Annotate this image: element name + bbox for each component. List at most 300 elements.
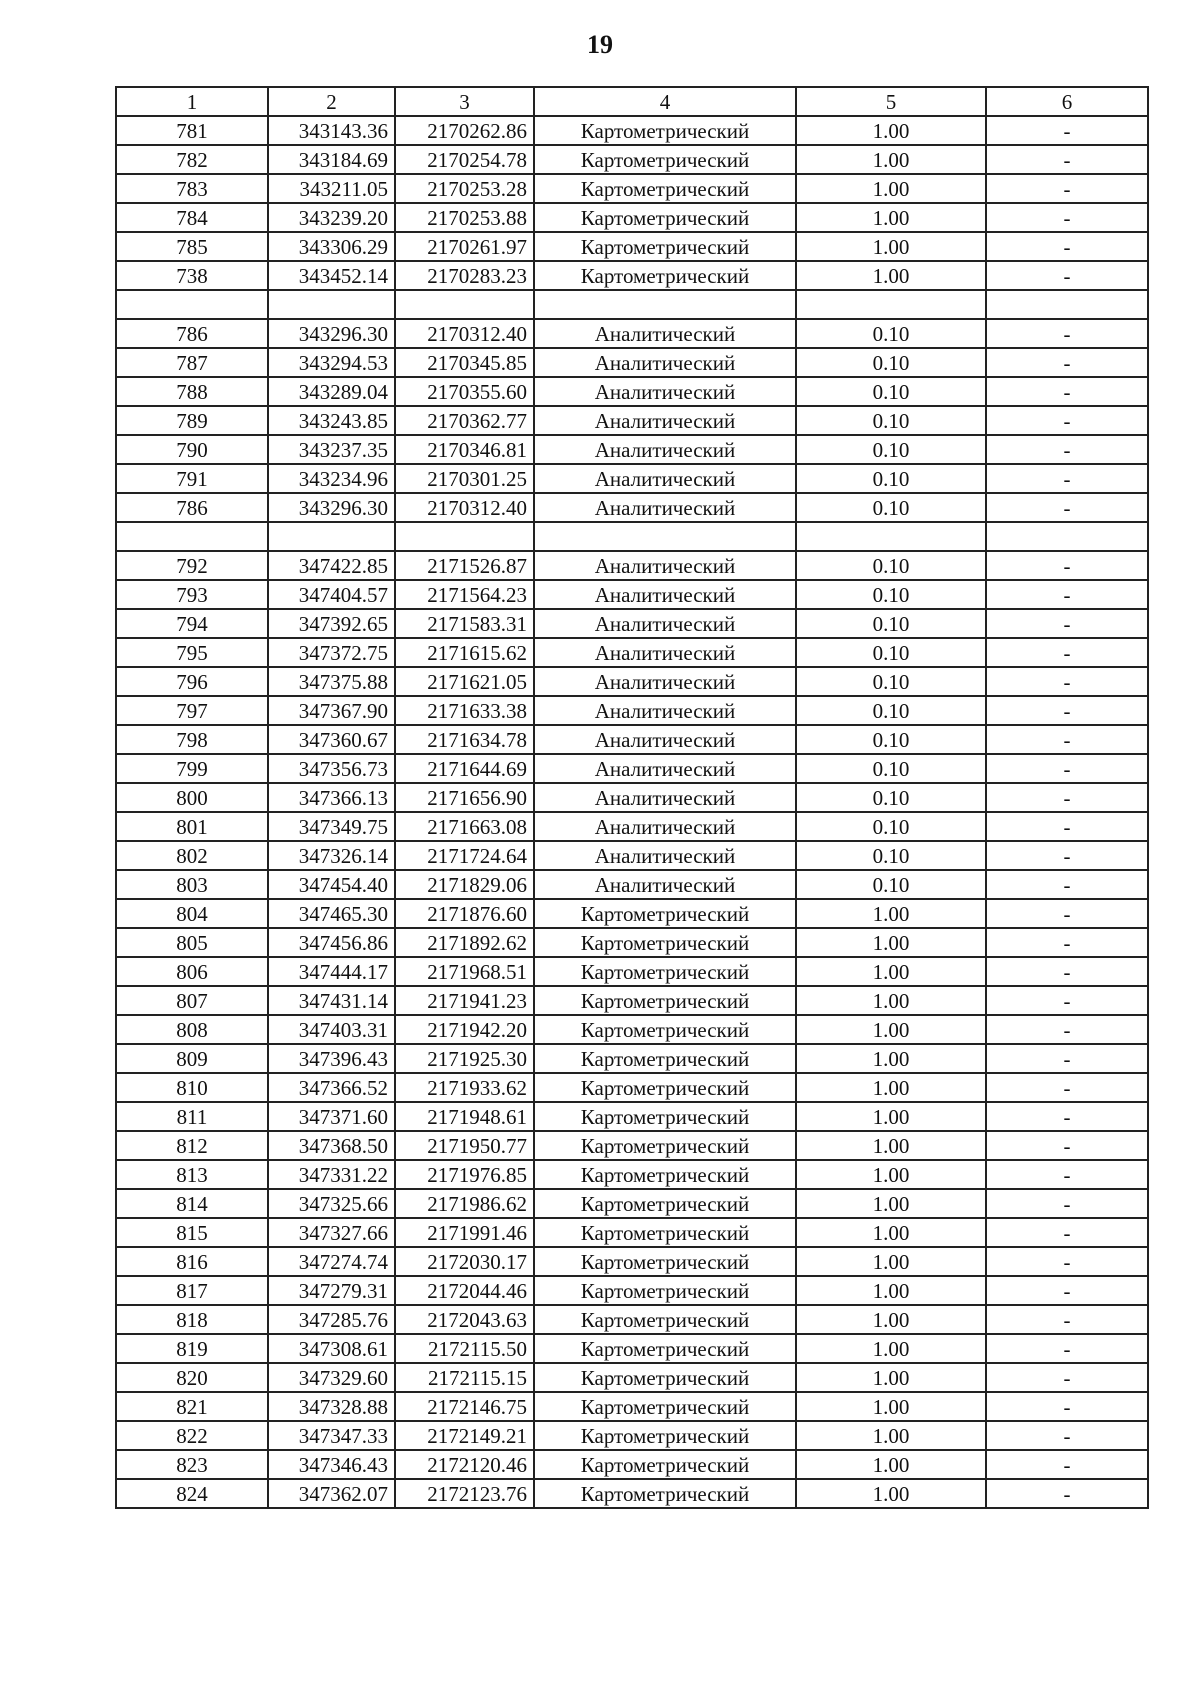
cell-description: - bbox=[986, 551, 1148, 580]
cell-method: Картометрический bbox=[534, 1334, 796, 1363]
cell-point-number: 799 bbox=[116, 754, 268, 783]
cell-point-number: 782 bbox=[116, 145, 268, 174]
cell-description: - bbox=[986, 609, 1148, 638]
cell-point-number: 809 bbox=[116, 1044, 268, 1073]
cell-description: - bbox=[986, 1102, 1148, 1131]
cell-description: - bbox=[986, 754, 1148, 783]
cell-method: Аналитический bbox=[534, 812, 796, 841]
cell-accuracy: 1.00 bbox=[796, 1073, 986, 1102]
cell-point-number: 824 bbox=[116, 1479, 268, 1508]
cell-accuracy: 1.00 bbox=[796, 1276, 986, 1305]
cell-y bbox=[395, 522, 534, 551]
cell-description: - bbox=[986, 1131, 1148, 1160]
cell-point-number: 819 bbox=[116, 1334, 268, 1363]
cell-accuracy: 1.00 bbox=[796, 899, 986, 928]
cell-method: Картометрический bbox=[534, 1276, 796, 1305]
cell-x: 347347.33 bbox=[268, 1421, 395, 1450]
cell-x: 343184.69 bbox=[268, 145, 395, 174]
cell-accuracy: 0.10 bbox=[796, 435, 986, 464]
cell-description: - bbox=[986, 783, 1148, 812]
cell-method: Картометрический bbox=[534, 1392, 796, 1421]
cell-x: 347362.07 bbox=[268, 1479, 395, 1508]
table-row bbox=[116, 928, 1148, 957]
cell-method: Аналитический bbox=[534, 870, 796, 899]
cell-accuracy: 0.10 bbox=[796, 377, 986, 406]
cell-description: - bbox=[986, 899, 1148, 928]
cell-y bbox=[395, 290, 534, 319]
cell-accuracy bbox=[796, 522, 986, 551]
cell-x: 347274.74 bbox=[268, 1247, 395, 1276]
cell-accuracy: 1.00 bbox=[796, 261, 986, 290]
cell-accuracy: 0.10 bbox=[796, 609, 986, 638]
cell-point-number: 801 bbox=[116, 812, 268, 841]
cell-description: - bbox=[986, 145, 1148, 174]
cell-method: Картометрический bbox=[534, 232, 796, 261]
cell-accuracy: 0.10 bbox=[796, 841, 986, 870]
table-row bbox=[116, 1479, 1148, 1508]
cell-point-number: 805 bbox=[116, 928, 268, 957]
table-row bbox=[116, 1392, 1148, 1421]
cell-method: Картометрический bbox=[534, 1421, 796, 1450]
table-row bbox=[116, 1276, 1148, 1305]
cell-point-number: 820 bbox=[116, 1363, 268, 1392]
cell-method: Картометрический bbox=[534, 174, 796, 203]
table-row bbox=[116, 1421, 1148, 1450]
cell-description: - bbox=[986, 116, 1148, 145]
cell-y: 2171950.77 bbox=[395, 1131, 534, 1160]
table-row bbox=[116, 899, 1148, 928]
cell-x: 347371.60 bbox=[268, 1102, 395, 1131]
cell-point-number: 795 bbox=[116, 638, 268, 667]
cell-x: 347444.17 bbox=[268, 957, 395, 986]
table-row bbox=[116, 1044, 1148, 1073]
cell-point-number: 822 bbox=[116, 1421, 268, 1450]
cell-description: - bbox=[986, 841, 1148, 870]
cell-y: 2171644.69 bbox=[395, 754, 534, 783]
cell-description: - bbox=[986, 348, 1148, 377]
cell-method: Аналитический bbox=[534, 319, 796, 348]
cell-accuracy: 0.10 bbox=[796, 464, 986, 493]
cell-y: 2170254.78 bbox=[395, 145, 534, 174]
table-row bbox=[116, 261, 1148, 290]
cell-x: 343296.30 bbox=[268, 493, 395, 522]
cell-method: Картометрический bbox=[534, 1450, 796, 1479]
table-row bbox=[116, 667, 1148, 696]
cell-accuracy: 1.00 bbox=[796, 145, 986, 174]
cell-point-number: 738 bbox=[116, 261, 268, 290]
cell-point-number: 797 bbox=[116, 696, 268, 725]
cell-x: 347325.66 bbox=[268, 1189, 395, 1218]
table-row bbox=[116, 580, 1148, 609]
cell-method: Картометрический bbox=[534, 1102, 796, 1131]
cell-y: 2171976.85 bbox=[395, 1160, 534, 1189]
cell-point-number: 821 bbox=[116, 1392, 268, 1421]
cell-description: - bbox=[986, 261, 1148, 290]
cell-accuracy: 0.10 bbox=[796, 319, 986, 348]
table-row bbox=[116, 174, 1148, 203]
cell-method: Аналитический bbox=[534, 435, 796, 464]
cell-x: 347329.60 bbox=[268, 1363, 395, 1392]
cell-y: 2171633.38 bbox=[395, 696, 534, 725]
cell-method: Картометрический bbox=[534, 261, 796, 290]
cell-method: Картометрический bbox=[534, 203, 796, 232]
table-row bbox=[116, 1305, 1148, 1334]
cell-accuracy: 0.10 bbox=[796, 348, 986, 377]
cell-point-number: 784 bbox=[116, 203, 268, 232]
cell-x: 343289.04 bbox=[268, 377, 395, 406]
cell-point-number: 791 bbox=[116, 464, 268, 493]
cell-x: 347367.90 bbox=[268, 696, 395, 725]
cell-y: 2170362.77 bbox=[395, 406, 534, 435]
table-row bbox=[116, 1131, 1148, 1160]
cell-description: - bbox=[986, 319, 1148, 348]
cell-method: Аналитический bbox=[534, 783, 796, 812]
cell-y: 2170345.85 bbox=[395, 348, 534, 377]
cell-method: Аналитический bbox=[534, 464, 796, 493]
cell-point-number: 800 bbox=[116, 783, 268, 812]
cell-point-number: 817 bbox=[116, 1276, 268, 1305]
cell-y: 2172146.75 bbox=[395, 1392, 534, 1421]
cell-accuracy: 0.10 bbox=[796, 696, 986, 725]
cell-x: 347403.31 bbox=[268, 1015, 395, 1044]
cell-accuracy: 1.00 bbox=[796, 928, 986, 957]
cell-accuracy: 1.00 bbox=[796, 1334, 986, 1363]
table-row bbox=[116, 783, 1148, 812]
cell-y: 2171583.31 bbox=[395, 609, 534, 638]
cell-description: - bbox=[986, 928, 1148, 957]
cell-description: - bbox=[986, 1421, 1148, 1450]
cell-y: 2170253.88 bbox=[395, 203, 534, 232]
cell-x: 343143.36 bbox=[268, 116, 395, 145]
cell-x: 343296.30 bbox=[268, 319, 395, 348]
cell-description: - bbox=[986, 1218, 1148, 1247]
cell-x: 347328.88 bbox=[268, 1392, 395, 1421]
table-row bbox=[116, 1015, 1148, 1044]
table-row bbox=[116, 464, 1148, 493]
table-row bbox=[116, 116, 1148, 145]
cell-y: 2171948.61 bbox=[395, 1102, 534, 1131]
cell-description: - bbox=[986, 1392, 1148, 1421]
cell-x: 343211.05 bbox=[268, 174, 395, 203]
cell-method: Аналитический bbox=[534, 754, 796, 783]
cell-x: 347346.43 bbox=[268, 1450, 395, 1479]
table-row bbox=[116, 957, 1148, 986]
cell-method: Картометрический bbox=[534, 957, 796, 986]
cell-x: 347372.75 bbox=[268, 638, 395, 667]
cell-point-number: 783 bbox=[116, 174, 268, 203]
table-body bbox=[116, 116, 1148, 1508]
cell-y: 2171876.60 bbox=[395, 899, 534, 928]
cell-method: Аналитический bbox=[534, 841, 796, 870]
cell-description: - bbox=[986, 1044, 1148, 1073]
cell-description: - bbox=[986, 1363, 1148, 1392]
cell-point-number: 816 bbox=[116, 1247, 268, 1276]
cell-description bbox=[986, 522, 1148, 551]
table-row bbox=[116, 348, 1148, 377]
cell-point-number: 804 bbox=[116, 899, 268, 928]
table-row bbox=[116, 1073, 1148, 1102]
table-row bbox=[116, 754, 1148, 783]
table-row bbox=[116, 290, 1148, 319]
cell-x: 347356.73 bbox=[268, 754, 395, 783]
cell-point-number: 815 bbox=[116, 1218, 268, 1247]
column-header-x: 2 bbox=[268, 87, 395, 116]
cell-accuracy: 1.00 bbox=[796, 1450, 986, 1479]
cell-description: - bbox=[986, 986, 1148, 1015]
cell-accuracy: 1.00 bbox=[796, 1363, 986, 1392]
cell-accuracy: 1.00 bbox=[796, 1218, 986, 1247]
cell-point-number: 808 bbox=[116, 1015, 268, 1044]
cell-x: 347422.85 bbox=[268, 551, 395, 580]
table-row bbox=[116, 377, 1148, 406]
table-row bbox=[116, 203, 1148, 232]
cell-x: 343294.53 bbox=[268, 348, 395, 377]
cell-y: 2171892.62 bbox=[395, 928, 534, 957]
cell-point-number: 785 bbox=[116, 232, 268, 261]
cell-accuracy: 1.00 bbox=[796, 986, 986, 1015]
cell-x: 347431.14 bbox=[268, 986, 395, 1015]
cell-point-number bbox=[116, 522, 268, 551]
cell-accuracy: 1.00 bbox=[796, 1247, 986, 1276]
table-row bbox=[116, 638, 1148, 667]
cell-description: - bbox=[986, 377, 1148, 406]
cell-accuracy: 1.00 bbox=[796, 1392, 986, 1421]
cell-y: 2171663.08 bbox=[395, 812, 534, 841]
cell-x: 347327.66 bbox=[268, 1218, 395, 1247]
table-row bbox=[116, 1247, 1148, 1276]
cell-y: 2170355.60 bbox=[395, 377, 534, 406]
cell-method: Аналитический bbox=[534, 725, 796, 754]
cell-y: 2171968.51 bbox=[395, 957, 534, 986]
cell-y: 2170261.97 bbox=[395, 232, 534, 261]
cell-method: Аналитический bbox=[534, 696, 796, 725]
cell-accuracy: 1.00 bbox=[796, 1160, 986, 1189]
cell-point-number: 794 bbox=[116, 609, 268, 638]
table-row bbox=[116, 812, 1148, 841]
cell-method: Картометрический bbox=[534, 1218, 796, 1247]
cell-description: - bbox=[986, 1015, 1148, 1044]
cell-x: 347368.50 bbox=[268, 1131, 395, 1160]
cell-method: Картометрический bbox=[534, 1189, 796, 1218]
cell-description: - bbox=[986, 1334, 1148, 1363]
cell-y: 2172043.63 bbox=[395, 1305, 534, 1334]
cell-x: 347375.88 bbox=[268, 667, 395, 696]
cell-point-number: 786 bbox=[116, 493, 268, 522]
cell-method: Картометрический bbox=[534, 145, 796, 174]
table-row bbox=[116, 319, 1148, 348]
cell-y: 2172030.17 bbox=[395, 1247, 534, 1276]
cell-y: 2171991.46 bbox=[395, 1218, 534, 1247]
table-row bbox=[116, 1450, 1148, 1479]
table-row bbox=[116, 522, 1148, 551]
table-row bbox=[116, 841, 1148, 870]
cell-method: Картометрический bbox=[534, 1015, 796, 1044]
cell-point-number: 802 bbox=[116, 841, 268, 870]
cell-point-number: 792 bbox=[116, 551, 268, 580]
coordinates-table bbox=[115, 86, 1149, 1509]
cell-x: 347396.43 bbox=[268, 1044, 395, 1073]
cell-accuracy: 0.10 bbox=[796, 551, 986, 580]
cell-y: 2172120.46 bbox=[395, 1450, 534, 1479]
cell-description: - bbox=[986, 1247, 1148, 1276]
cell-description: - bbox=[986, 1073, 1148, 1102]
cell-accuracy: 1.00 bbox=[796, 1189, 986, 1218]
cell-description: - bbox=[986, 725, 1148, 754]
cell-x: 347366.52 bbox=[268, 1073, 395, 1102]
cell-method bbox=[534, 522, 796, 551]
cell-accuracy: 1.00 bbox=[796, 116, 986, 145]
cell-description: - bbox=[986, 174, 1148, 203]
cell-x: 347404.57 bbox=[268, 580, 395, 609]
cell-x: 347331.22 bbox=[268, 1160, 395, 1189]
cell-point-number bbox=[116, 290, 268, 319]
cell-y: 2171829.06 bbox=[395, 870, 534, 899]
table-row bbox=[116, 870, 1148, 899]
cell-y: 2171933.62 bbox=[395, 1073, 534, 1102]
cell-accuracy: 1.00 bbox=[796, 203, 986, 232]
cell-method: Аналитический bbox=[534, 348, 796, 377]
table-row bbox=[116, 609, 1148, 638]
cell-method: Картометрический bbox=[534, 928, 796, 957]
cell-y: 2171634.78 bbox=[395, 725, 534, 754]
cell-x: 343452.14 bbox=[268, 261, 395, 290]
table-row bbox=[116, 1102, 1148, 1131]
table-row bbox=[116, 551, 1148, 580]
cell-x: 343239.20 bbox=[268, 203, 395, 232]
cell-description: - bbox=[986, 435, 1148, 464]
cell-accuracy: 0.10 bbox=[796, 725, 986, 754]
cell-point-number: 818 bbox=[116, 1305, 268, 1334]
cell-y: 2172115.15 bbox=[395, 1363, 534, 1392]
cell-method: Аналитический bbox=[534, 638, 796, 667]
cell-method: Картометрический bbox=[534, 1131, 796, 1160]
cell-point-number: 789 bbox=[116, 406, 268, 435]
cell-y: 2172044.46 bbox=[395, 1276, 534, 1305]
cell-point-number: 796 bbox=[116, 667, 268, 696]
cell-y: 2171615.62 bbox=[395, 638, 534, 667]
cell-description: - bbox=[986, 638, 1148, 667]
cell-y: 2171942.20 bbox=[395, 1015, 534, 1044]
cell-accuracy: 0.10 bbox=[796, 754, 986, 783]
cell-y: 2172149.21 bbox=[395, 1421, 534, 1450]
cell-point-number: 798 bbox=[116, 725, 268, 754]
table-header bbox=[116, 87, 1148, 116]
cell-x: 347349.75 bbox=[268, 812, 395, 841]
cell-method: Картометрический bbox=[534, 1305, 796, 1334]
cell-point-number: 788 bbox=[116, 377, 268, 406]
cell-description: - bbox=[986, 203, 1148, 232]
cell-description: - bbox=[986, 1479, 1148, 1508]
cell-description: - bbox=[986, 870, 1148, 899]
cell-accuracy: 0.10 bbox=[796, 493, 986, 522]
cell-description: - bbox=[986, 580, 1148, 609]
cell-x: 347279.31 bbox=[268, 1276, 395, 1305]
cell-method: Картометрический bbox=[534, 116, 796, 145]
table-row bbox=[116, 1334, 1148, 1363]
table-row bbox=[116, 1160, 1148, 1189]
cell-y: 2171526.87 bbox=[395, 551, 534, 580]
column-header-point-number: 1 bbox=[116, 87, 268, 116]
cell-method: Картометрический bbox=[534, 1363, 796, 1392]
cell-point-number: 807 bbox=[116, 986, 268, 1015]
table-row bbox=[116, 725, 1148, 754]
cell-point-number: 810 bbox=[116, 1073, 268, 1102]
cell-y: 2171724.64 bbox=[395, 841, 534, 870]
table-row bbox=[116, 145, 1148, 174]
header-row bbox=[116, 87, 1148, 116]
cell-x bbox=[268, 522, 395, 551]
cell-x: 347285.76 bbox=[268, 1305, 395, 1334]
cell-method: Аналитический bbox=[534, 493, 796, 522]
cell-x: 347392.65 bbox=[268, 609, 395, 638]
column-header-accuracy: 5 bbox=[796, 87, 986, 116]
cell-point-number: 803 bbox=[116, 870, 268, 899]
table-row bbox=[116, 1218, 1148, 1247]
column-header-y: 3 bbox=[395, 87, 534, 116]
cell-accuracy: 0.10 bbox=[796, 812, 986, 841]
cell-y: 2170312.40 bbox=[395, 319, 534, 348]
cell-accuracy: 0.10 bbox=[796, 870, 986, 899]
cell-accuracy: 1.00 bbox=[796, 1102, 986, 1131]
table-row bbox=[116, 232, 1148, 261]
cell-x bbox=[268, 290, 395, 319]
cell-point-number: 790 bbox=[116, 435, 268, 464]
cell-accuracy: 1.00 bbox=[796, 957, 986, 986]
cell-method: Картометрический bbox=[534, 1160, 796, 1189]
cell-description: - bbox=[986, 1305, 1148, 1334]
cell-accuracy: 1.00 bbox=[796, 232, 986, 261]
cell-y: 2170301.25 bbox=[395, 464, 534, 493]
cell-x: 347366.13 bbox=[268, 783, 395, 812]
cell-point-number: 806 bbox=[116, 957, 268, 986]
table-row bbox=[116, 696, 1148, 725]
cell-point-number: 781 bbox=[116, 116, 268, 145]
cell-y: 2172115.50 bbox=[395, 1334, 534, 1363]
cell-accuracy: 0.10 bbox=[796, 638, 986, 667]
cell-y: 2171656.90 bbox=[395, 783, 534, 812]
cell-description: - bbox=[986, 1160, 1148, 1189]
cell-method: Аналитический bbox=[534, 667, 796, 696]
cell-x: 343306.29 bbox=[268, 232, 395, 261]
cell-method: Аналитический bbox=[534, 609, 796, 638]
cell-description: - bbox=[986, 232, 1148, 261]
cell-description: - bbox=[986, 1276, 1148, 1305]
cell-description: - bbox=[986, 1189, 1148, 1218]
table-row bbox=[116, 493, 1148, 522]
cell-accuracy: 1.00 bbox=[796, 1421, 986, 1450]
table-row bbox=[116, 1189, 1148, 1218]
cell-point-number: 811 bbox=[116, 1102, 268, 1131]
cell-point-number: 786 bbox=[116, 319, 268, 348]
cell-point-number: 814 bbox=[116, 1189, 268, 1218]
cell-x: 347465.30 bbox=[268, 899, 395, 928]
cell-accuracy: 1.00 bbox=[796, 174, 986, 203]
cell-x: 343237.35 bbox=[268, 435, 395, 464]
table-row bbox=[116, 406, 1148, 435]
cell-description: - bbox=[986, 1450, 1148, 1479]
cell-method: Картометрический bbox=[534, 1044, 796, 1073]
cell-x: 347454.40 bbox=[268, 870, 395, 899]
cell-y: 2172123.76 bbox=[395, 1479, 534, 1508]
cell-description: - bbox=[986, 812, 1148, 841]
cell-method: Аналитический bbox=[534, 377, 796, 406]
cell-description: - bbox=[986, 957, 1148, 986]
cell-accuracy: 1.00 bbox=[796, 1479, 986, 1508]
cell-y: 2171925.30 bbox=[395, 1044, 534, 1073]
cell-method: Картометрический bbox=[534, 899, 796, 928]
cell-method: Картометрический bbox=[534, 1073, 796, 1102]
cell-x: 347308.61 bbox=[268, 1334, 395, 1363]
